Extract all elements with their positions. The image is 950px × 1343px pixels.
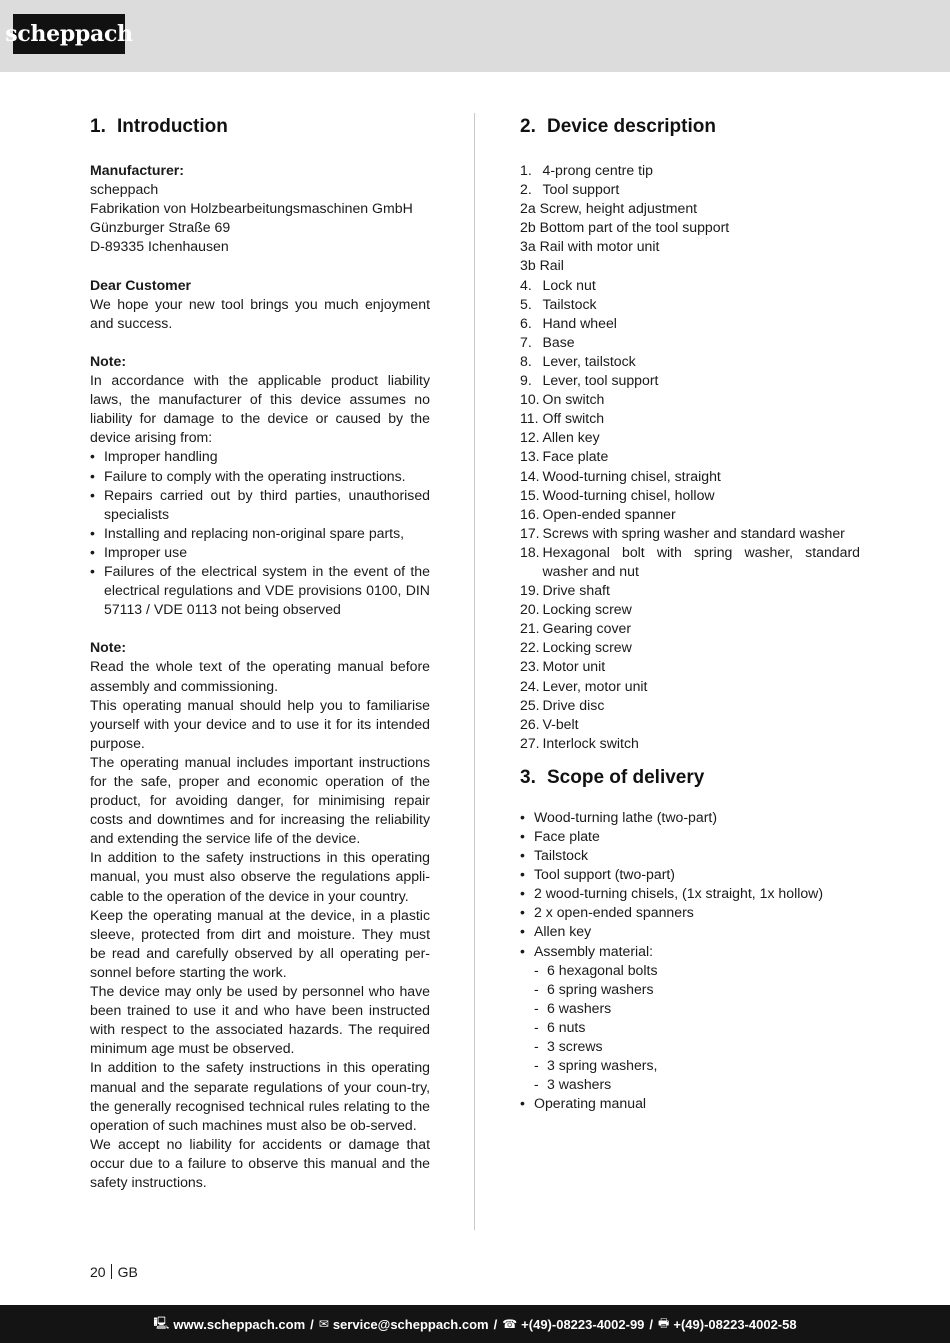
list-item: • Allen key (520, 922, 860, 941)
section-title-scope-of-delivery: 3. Scope of delivery (520, 766, 705, 788)
paragraph: Keep the operating manual at the device, in a plastic sleeve, protected from dirt and moisture. They must be read and carefully observed by all operating per-sonnel before starting the work. (90, 906, 430, 980)
device-part-item: 18. Hexagonal bolt with spring washer, standard washer and nut (520, 543, 860, 579)
sub-list-item: - 3 washers (534, 1075, 860, 1094)
device-part-item: 16. Open-ended spanner (520, 505, 676, 522)
device-part-item: 26. V-belt (520, 715, 579, 732)
list-item: • Improper handling (90, 447, 430, 466)
dear-customer-text: We hope your new tool brings you much enjoyment and success. (90, 295, 430, 331)
list-item: • Assembly material: - 6 hexagonal bolts - 6 spring washers - 6 washers - 6 nuts - 3 screws - 3 spring washers, - 3 washers (520, 942, 860, 1095)
liability-list (90, 447, 430, 619)
device-part-item: 4. Lock nut (520, 276, 596, 293)
list-item: • Tool support (two-part) (520, 865, 860, 884)
paragraph: The device may only be used by personnel who have been trained to use it and who have been instructed with respect to the associated hazards. The required minimum age must be observed. (90, 983, 430, 1057)
device-part-item: 3a Rail with motor unit (520, 238, 660, 255)
manufacturer-label: Manufacturer: (90, 162, 184, 178)
list-item: • 2 wood-turning chisels, (1x straight, 1x hollow) (520, 884, 860, 903)
list-item: • 2 x open-ended spanners (520, 903, 860, 922)
device-part-item: 25. Drive disc (520, 696, 605, 713)
fax-number: +(49)-08223-4002-58 (673, 1316, 797, 1332)
device-part-item: 15. Wood-turning chisel, hollow (520, 486, 715, 503)
list-item: • Wood-turning lathe (two-part) (520, 808, 860, 827)
paragraph: Read the whole text of the operating manual before assembly and commissioning. (90, 658, 430, 694)
device-part-item: 12. Allen key (520, 429, 600, 446)
device-section (520, 116, 860, 1113)
sub-list-item: - 6 washers (534, 999, 860, 1018)
paragraph: The operating manual includes important instructions for the safe, proper and economic operation of the product, for avoiding danger, for minimising repair costs and downtimes and for increasing the reliability and extending the service life of the device. (90, 753, 430, 847)
sub-list-item: - 6 spring washers (534, 980, 860, 999)
list-item: • Improper use (90, 543, 430, 562)
address-line: Günzburger Straße 69 (90, 219, 231, 236)
column-divider (474, 113, 475, 1230)
device-part-item: 3b Rail (520, 257, 564, 274)
device-part-item: 11. Off switch (520, 410, 605, 427)
scope-section (520, 767, 860, 1114)
device-part-item: 2b Bottom part of the tool support (520, 219, 730, 236)
device-part-item: 7. Base (520, 333, 575, 350)
note-label: Note: (90, 639, 127, 656)
list-item: • Failures of the electrical system in the event of the electrical regulations and VDE provisions 0100, DIN 57113 / VDE 0113 not being observed (90, 562, 430, 619)
email-link[interactable]: service@scheppach.com (332, 1316, 489, 1332)
address-line: Fabrikation von Holzbearbeitungsmaschinen GmbH (90, 200, 413, 217)
device-part-item: 22. Locking screw (520, 639, 632, 656)
device-part-item: 24. Lever, motor unit (520, 677, 648, 694)
section-title-device-description: 2. Device description (520, 116, 716, 137)
dear-customer-label: Dear Customer (90, 276, 192, 293)
address-line: scheppach (90, 181, 159, 198)
manufacturer-address (90, 180, 430, 256)
device-part-item: 21. Gearing cover (520, 620, 632, 637)
device-part-item: 13. Face plate (520, 448, 609, 465)
list-item: • Failure to comply with the operating instructions. (90, 467, 430, 486)
address-line: D-89335 Ichenhausen (90, 238, 229, 255)
paragraph: This operating manual should help you to familiarise yourself with your device and to use it for its intended purpose. (90, 696, 430, 751)
paragraph: In addition to the safety instructions in this operating manual and the separate regulations of your coun-try, the generally recognised technical rules relating to the operation of such machines must also be ob-served. (90, 1059, 430, 1133)
scope-list (520, 808, 860, 1114)
scheppach-logo: scheppach (13, 14, 125, 54)
list-item: • Repairs carried out by third parties, unauthorised specialists (90, 486, 430, 524)
assembly-material-list (534, 961, 860, 1095)
device-part-item: 17. Screws with spring washer and standard washer (520, 524, 845, 541)
sub-list-item: - 6 hexagonal bolts (534, 961, 860, 980)
list-item: • Tailstock (520, 846, 860, 865)
list-item: • Operating manual (520, 1094, 860, 1113)
phone-number: +(49)-08223-4002-99 (521, 1316, 645, 1332)
paragraph: We accept no liability for accidents or damage that occur due to a failure to observe this manual and the safety instructions. (90, 1135, 430, 1190)
device-part-item: 8. Lever, tailstock (520, 352, 636, 369)
sub-list-item: - 3 spring washers, (534, 1056, 860, 1075)
liability-text: In accordance with the applicable product liability laws, the manufacturer of this device assumes no liability for damage to the device or caused by the device arising from: (90, 372, 430, 446)
sub-list-item: - 6 nuts (534, 1018, 860, 1037)
page-header (0, 0, 950, 72)
list-item: • Face plate (520, 827, 860, 846)
fax-icon: 🖶 (658, 1315, 670, 1330)
device-part-item: 2. Tool support (520, 181, 620, 198)
website-link[interactable]: www.scheppach.com (173, 1316, 306, 1332)
device-part-item: 20. Locking screw (520, 601, 632, 618)
device-parts-list (520, 161, 860, 753)
section-title-introduction: 1. Introduction (90, 116, 228, 137)
device-part-item: 14. Wood-turning chisel, straight (520, 467, 721, 484)
device-part-item: 6. Hand wheel (520, 314, 617, 331)
device-part-item: 9. Lever, tool support (520, 372, 659, 389)
page-number: 20 GB (90, 1264, 138, 1280)
introduction-section (90, 116, 430, 1192)
device-part-item: 1. 4-prong centre tip (520, 162, 653, 178)
computer-icon: 🖳 (153, 1315, 170, 1330)
device-part-item: 19. Drive shaft (520, 582, 610, 599)
device-part-item: 23. Motor unit (520, 658, 606, 675)
phone-icon: ☎ (502, 1317, 518, 1331)
mail-icon: ✉ (318, 1317, 329, 1331)
device-part-item: 10. On switch (520, 391, 605, 408)
page-footer: 🖳 www.scheppach.com / ✉ service@scheppach.com / ☎ +(49)-08223-4002-99 / 🖶 +(49)-08223-4002-58 (0, 1305, 950, 1343)
note-label: Note: (90, 352, 127, 369)
list-item: • Installing and replacing non-original spare parts, (90, 524, 430, 543)
device-part-item: 2a Screw, height adjustment (520, 200, 698, 217)
device-part-item: 27. Interlock switch (520, 734, 639, 751)
paragraph: In addition to the safety instructions in this operating manual, you must also observe the regulations appli-cable to the operation of the device in your country. (90, 849, 430, 904)
device-part-item: 5. Tailstock (520, 295, 597, 312)
sub-list-item: - 3 screws (534, 1037, 860, 1056)
